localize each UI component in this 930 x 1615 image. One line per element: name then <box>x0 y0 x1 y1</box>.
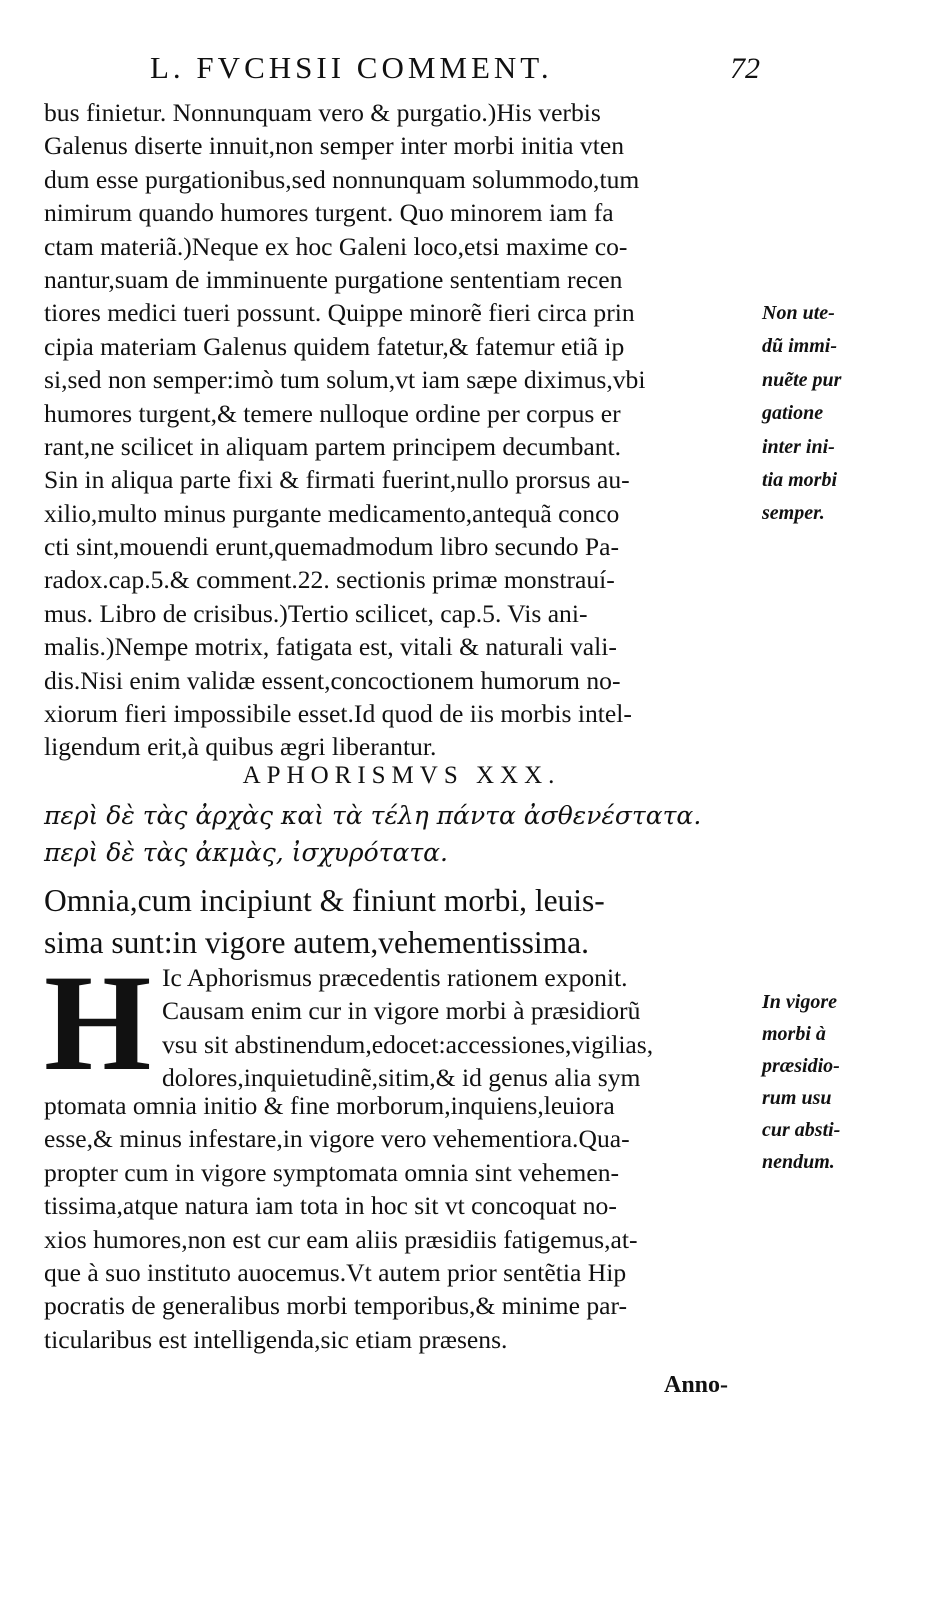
latin-line: sima sunt:in vigore autem,vehementissima. <box>44 925 590 960</box>
text-line: ligendum erit,à quibus ægri liberantur. <box>44 732 437 762</box>
text-line: xios humores,non est cur eam aliis præsidiis fatigemus,at- <box>44 1224 638 1254</box>
greek-line: περὶ δὲ τὰς ἀκμὰς, ἰσχυρότατα. <box>44 838 449 867</box>
text-line: xilio,multo minus purgante medicamento,antequã conco <box>44 498 620 528</box>
text-line: Galenus diserte innuit,non semper inter morbi initia vten <box>44 131 624 161</box>
margin-note <box>762 986 892 1178</box>
margin-note-line: Non ute- <box>762 302 835 324</box>
margin-note-line: In vigore <box>762 991 837 1013</box>
margin-note-line: semper. <box>762 502 825 525</box>
text-line: dolores,inquietudinẽ,sitim,& id genus alia sym <box>162 1063 641 1093</box>
text-line: nantur,suam de imminuente purgatione sententiam recen <box>44 264 623 294</box>
margin-note-line: inter ini- <box>762 435 835 458</box>
text-line: malis.)Nempe motrix, fatigata est, vitali & naturali vali- <box>44 632 617 662</box>
greek-line: περὶ δὲ τὰς ἀρχὰς καὶ τὰ τέλη πάντα ἀσθενέστατα. <box>44 801 702 830</box>
text-line: mus. Libro de crisibus.)Tertio scilicet, cap.5. Vis ani- <box>44 598 588 628</box>
greek-aphorism <box>44 797 784 871</box>
text-line: Causam enim cur in vigore morbi à præsidiorũ <box>162 996 641 1026</box>
text-line: que à suo instituto auocemus.Vt autem prior sentẽtia Hip <box>44 1257 627 1287</box>
margin-note-line: morbi à <box>762 1023 826 1045</box>
margin-note-line: gatione <box>762 402 824 425</box>
commentary-body <box>44 1090 759 1357</box>
catchword: Anno- <box>664 1372 729 1398</box>
text-line: si,sed non semper:imò tum solum,vt iam sæpe diximus,vbi <box>44 365 646 395</box>
text-line: cti sint,mouendi erunt,quemadmodum libro secundo Pa- <box>44 532 620 562</box>
margin-note <box>762 297 892 531</box>
text-line: ptomata omnia initio & fine morborum,inquiens,leuiora <box>44 1091 615 1120</box>
margin-note-line: dũ immi- <box>762 335 838 358</box>
aphorism-heading: APHORISMVS XXX. <box>242 762 561 789</box>
text-line: tissima,atque natura iam tota in hoc sit vt concoquat no- <box>44 1191 617 1221</box>
latin-line: Omnia,cum incipiunt & finiunt morbi, leuis- <box>44 883 605 918</box>
text-line: ticularibus est intelligenda,sic etiam præsens. <box>44 1324 508 1354</box>
text-line: vsu sit abstinendum,edocet:accessiones,vigilias, <box>162 1029 654 1059</box>
text-line: bus finietur. Nonnunquam vero & purgatio.)His verbis <box>44 98 601 127</box>
page-number: 72 <box>730 52 760 85</box>
margin-note-line: rum usu <box>762 1087 832 1109</box>
text-line: rant,ne scilicet in aliquam partem principem decumbant. <box>44 431 622 461</box>
text-line: dum esse purgationibus,sed nonnunquam solummodo,tum <box>44 164 640 194</box>
text-line: dis.Nisi enim validæ essent,concoctionem humorum no- <box>44 665 621 695</box>
text-line: radox.cap.5.& comment.22. sectionis primæ monstrauí- <box>44 565 615 595</box>
text-line: ctam materiã.)Neque ex hoc Galeni loco,etsi maxime co- <box>44 231 628 261</box>
margin-note-line: tia morbi <box>762 469 838 492</box>
margin-note-line: nuẽte pur <box>762 368 842 391</box>
page-header <box>140 50 780 90</box>
text-line: esse,& minus infestare,in vigore vero vehementiora.Qua- <box>44 1124 630 1154</box>
text-line: pocratis de generalibus morbi temporibus,& minime par- <box>44 1291 628 1321</box>
text-line: cipia materiam Galenus quidem fatetur,& fatemur etiã ip <box>44 331 625 361</box>
latin-aphorism <box>44 880 784 964</box>
text-line: Sin in aliqua parte fixi & firmati fuerint,nullo prorsus au- <box>44 465 630 495</box>
drop-cap: H <box>44 946 152 1099</box>
text-line: Ic Aphorismus præcedentis rationem exponit. <box>162 963 628 992</box>
text-line: tiores medici tueri possunt. Quippe minorẽ fieri circa prin <box>44 298 635 328</box>
text-line: xiorum fieri impossibile esset.Id quod de iis morbis intel- <box>44 699 632 729</box>
margin-note-line: præsidio- <box>762 1055 840 1077</box>
commentary-indented <box>162 962 762 1096</box>
running-head: L. FVCHSII COMMENT. <box>150 50 553 85</box>
main-text-block <box>44 96 759 764</box>
text-line: nimirum quando humores turgent. Quo minorem iam fa <box>44 198 614 228</box>
text-line: humores turgent,& temere nulloque ordine per corpus er <box>44 398 621 428</box>
margin-note-line: cur absti- <box>762 1119 841 1141</box>
margin-note-line: nendum. <box>762 1151 835 1173</box>
text-line: propter cum in vigore symptomata omnia sint vehemen- <box>44 1157 620 1187</box>
